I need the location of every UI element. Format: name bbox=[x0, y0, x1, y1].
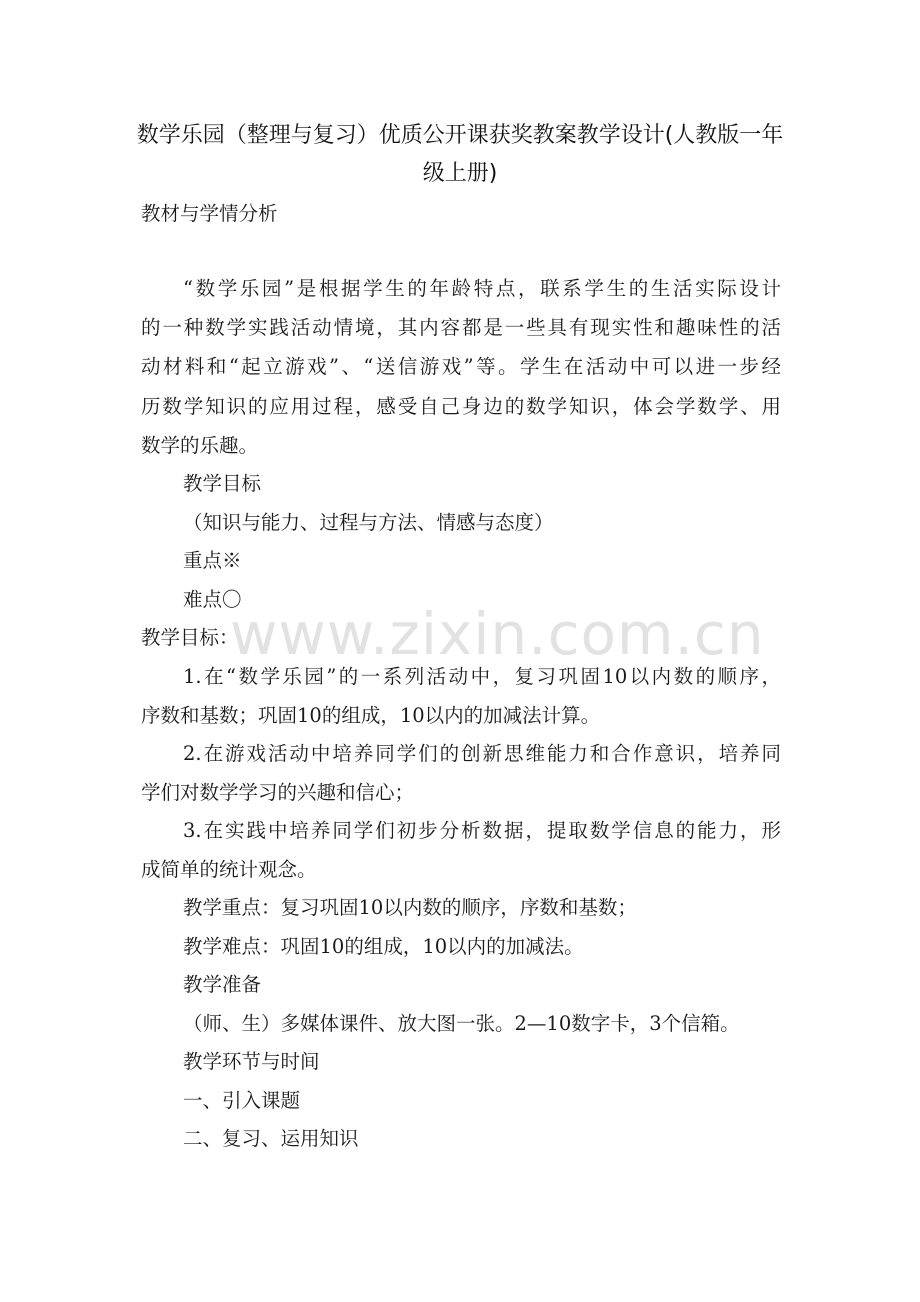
goals-heading: 教学目标 bbox=[183, 472, 262, 495]
step-1: 一、引入课题 bbox=[183, 1089, 301, 1112]
key-point-marker: 重点※ bbox=[183, 549, 242, 572]
intro-line-5: 数学的乐趣。 bbox=[141, 434, 259, 457]
step-2: 二、复习、运用知识 bbox=[183, 1127, 359, 1150]
intro-line-3: 动材料和“起立游戏”、“送信游戏”等。学生在活动中可以进一步经 bbox=[141, 355, 781, 378]
intro-line-1: “数学乐园”是根据学生的年龄特点，联系学生的生活实际设计 bbox=[183, 277, 781, 300]
section-heading: 教材与学情分析 bbox=[141, 202, 278, 225]
goal-line-2: 序数和基数；巩固10的组成，10以内的加减法计算。 bbox=[141, 704, 601, 727]
document-title: 数学乐园（整理与复习）优质公开课获奖教案教学设计(人教版一年级上册) bbox=[136, 123, 784, 186]
goal-line-4: 学们对数学学习的兴趣和信心； bbox=[141, 781, 415, 804]
goal-line-1: 1.在“数学乐园”的一系列活动中，复习巩固10以内数的顺序， bbox=[183, 665, 781, 688]
goals-categories: （知识与能力、过程与方法、情感与态度） bbox=[183, 511, 554, 534]
watermark: www.zixin.com.cn bbox=[230, 600, 765, 668]
difficulty-marker: 难点〇 bbox=[183, 588, 242, 611]
goal-line-6: 成简单的统计观念。 bbox=[141, 858, 317, 881]
steps-heading: 教学环节与时间 bbox=[183, 1050, 320, 1073]
intro-line-4: 历数学知识的应用过程，感受自己身边的数学知识，体会学数学、用 bbox=[141, 395, 781, 418]
prep-heading: 教学准备 bbox=[183, 973, 262, 996]
intro-line-2: 的一种数学实践活动情境，其内容都是一些具有现实性和趣味性的活 bbox=[141, 316, 781, 339]
goals-label: 教学目标： bbox=[141, 626, 239, 649]
prep-text: （师、生）多媒体课件、放大图一张。2—10数字卡，3个信箱。 bbox=[183, 1012, 740, 1035]
key-point: 教学重点：复习巩固10以内数的顺序，序数和基数； bbox=[183, 896, 637, 919]
difficulty: 教学难点：巩固10的组成，10以内的加减法。 bbox=[183, 935, 584, 958]
goal-line-3: 2.在游戏活动中培养同学们的创新思维能力和合作意识，培养同 bbox=[183, 742, 781, 765]
goal-line-5: 3.在实践中培养同学们初步分析数据，提取数学信息的能力，形 bbox=[183, 819, 781, 842]
